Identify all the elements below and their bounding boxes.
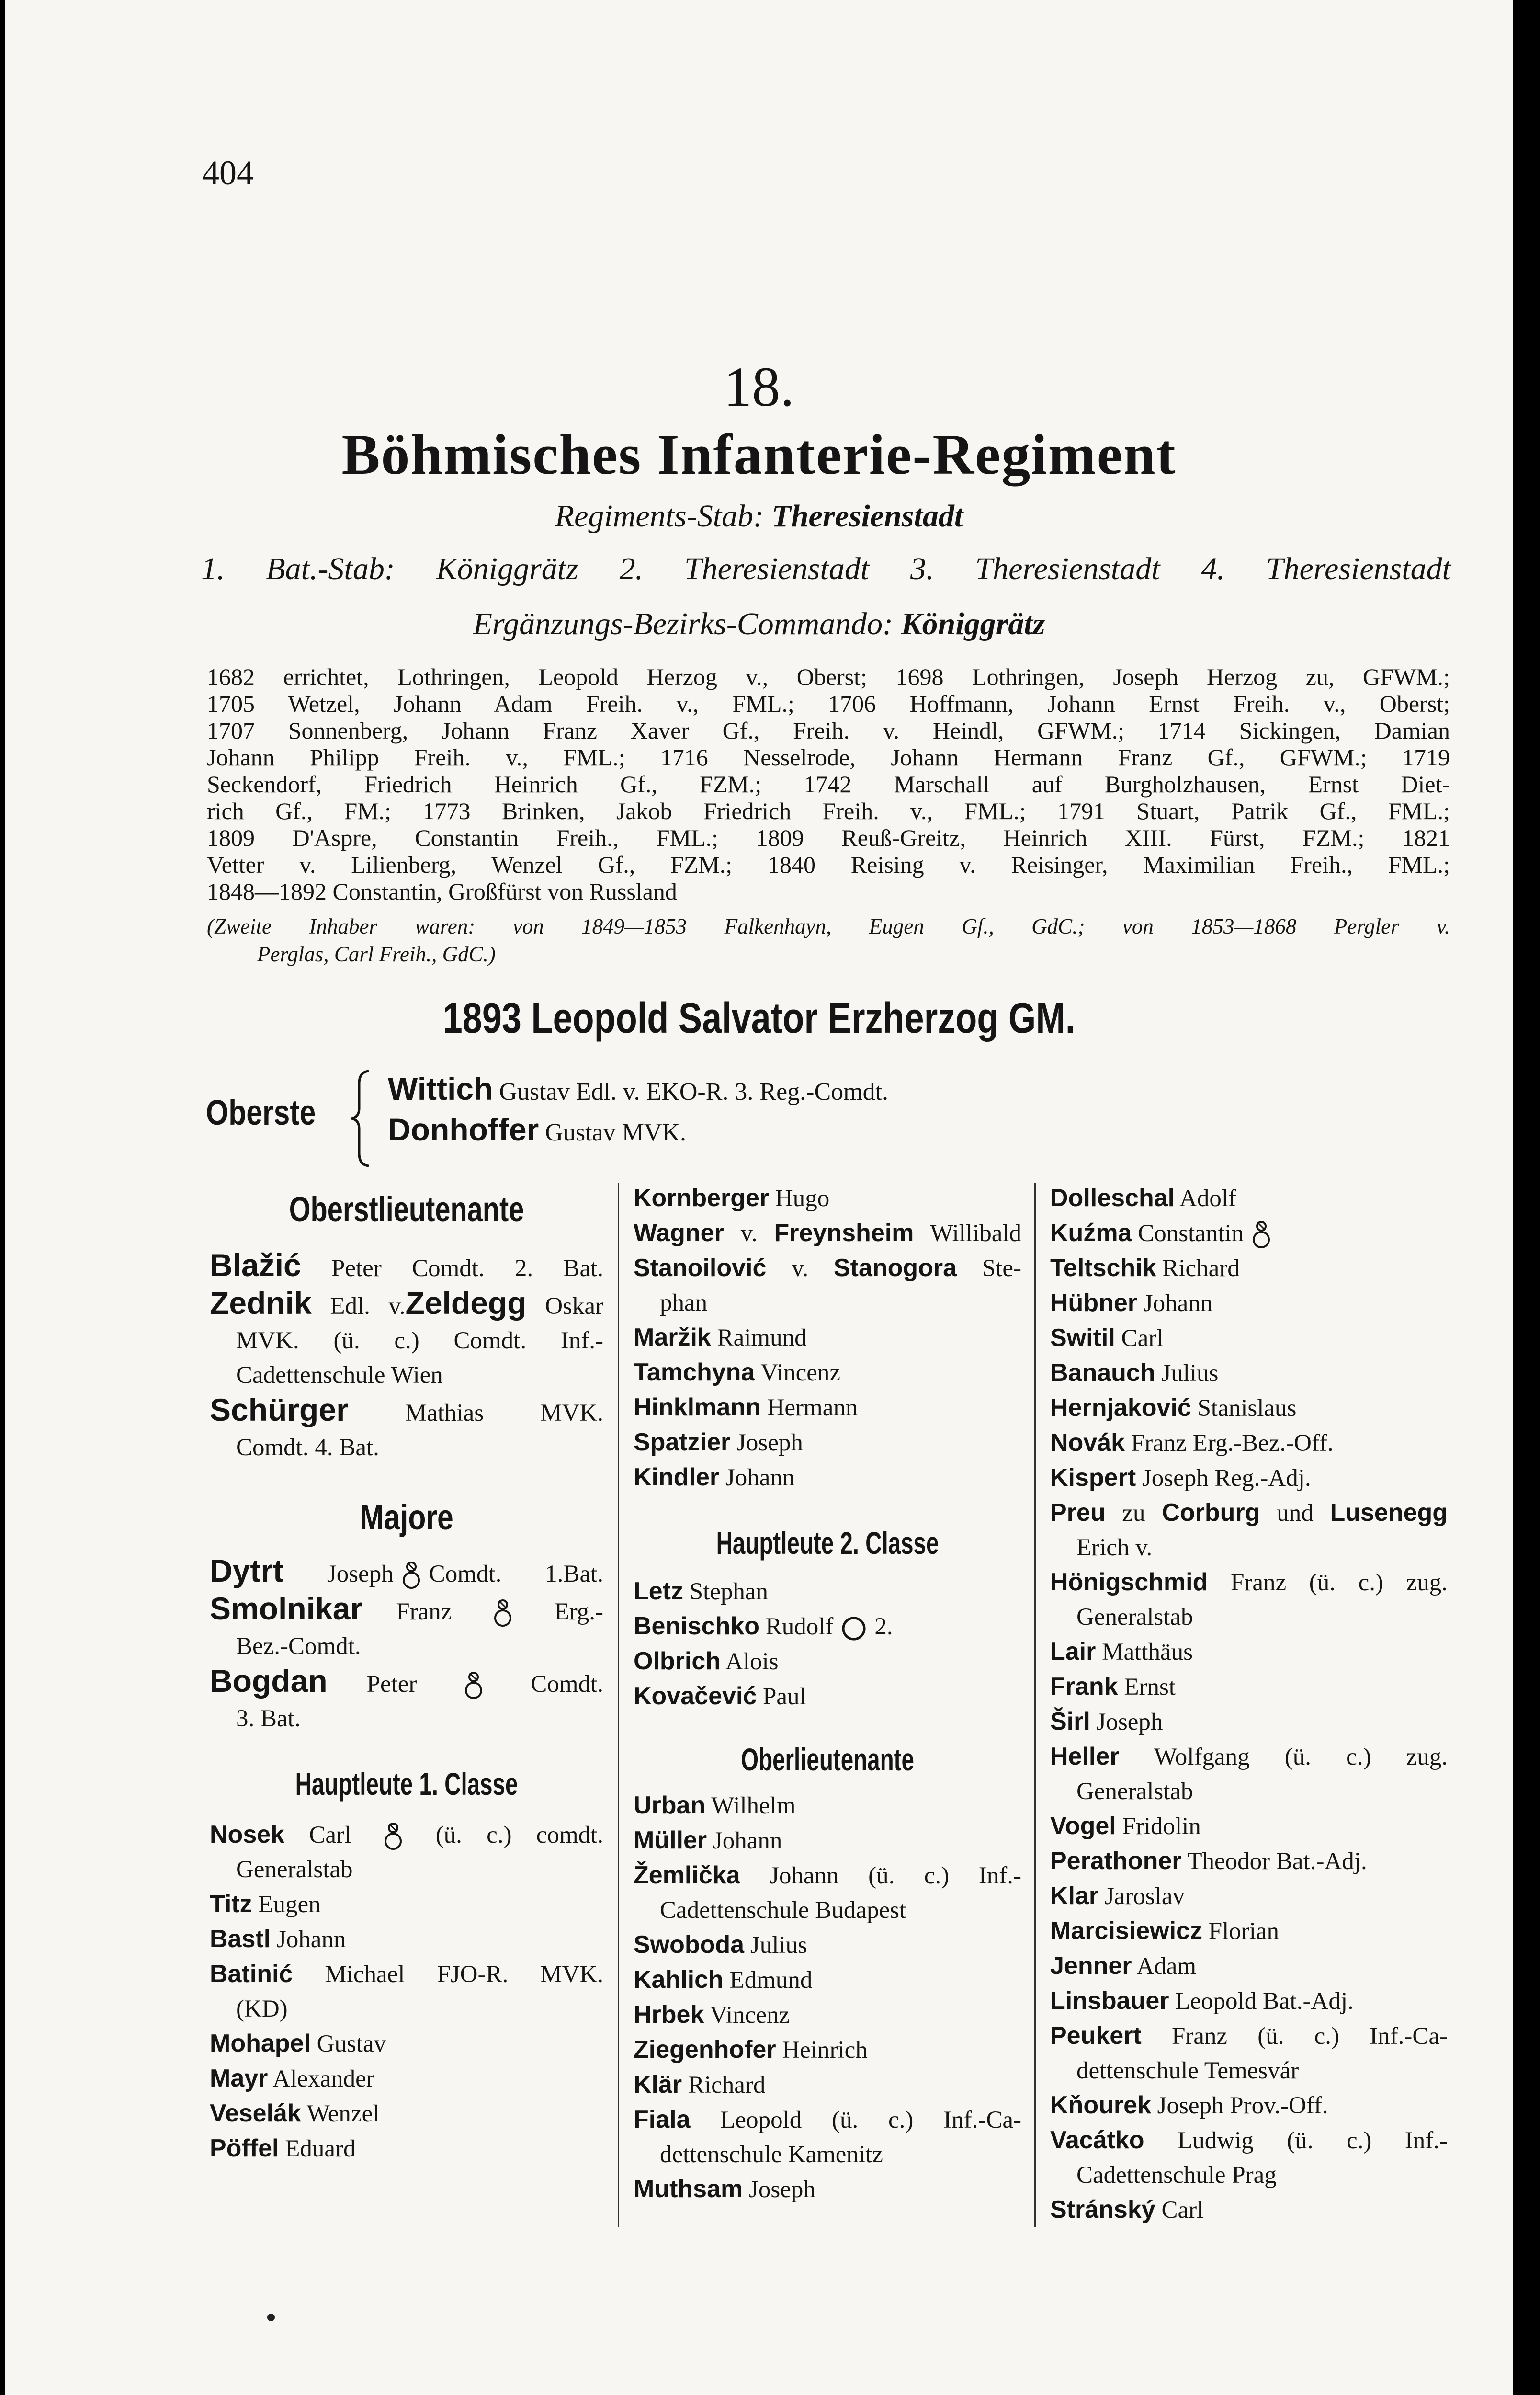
officer-name: Kornberger — [634, 1184, 770, 1212]
officer-entry — [634, 1251, 1021, 1286]
officer-name: Spatzier — [634, 1428, 731, 1456]
officer-name: Marcisiewicz — [1050, 1917, 1202, 1945]
officer-entry — [1050, 1984, 1448, 2019]
officer-entry — [634, 1320, 1021, 1355]
officer-details: Wolfgang (ü. c.) zug. — [1154, 1744, 1448, 1770]
officer-entry — [1050, 1809, 1448, 1844]
officer-name: Dytrt — [210, 1553, 284, 1588]
history-line: Seckendorf, Friedrich Heinrich Gf., FZM.; 1742 Marschall auf Burgholzhausen, Ernst Diet- — [207, 771, 1450, 798]
officer-details: Carl — [1121, 1325, 1164, 1352]
history-line: 1707 Sonnenberg, Johann Franz Xaver Gf., Freih. v. Heindl, GFWM.; 1714 Sickingen, Damian — [207, 717, 1450, 744]
officer-entry — [1050, 1216, 1448, 1251]
officer-name: Stanogora — [833, 1254, 957, 1282]
officer-name: Tamchyna — [634, 1358, 755, 1386]
officer-name: Kispert — [1050, 1464, 1136, 1492]
oberst-entry — [388, 1071, 888, 1107]
officer-details: Peter Comdt. 2. Bat. — [331, 1255, 604, 1282]
officer-name: Corburg — [1162, 1499, 1260, 1527]
officer-name: Zeldegg — [405, 1285, 527, 1321]
officer-name: Kňourek — [1050, 2091, 1151, 2119]
officer-details: zu — [1122, 1500, 1145, 1527]
oberst-name: Donhoffer — [388, 1112, 539, 1147]
officer-name: Smolnikar — [210, 1591, 363, 1626]
officer-details: (ü. c.) comdt. — [435, 1822, 604, 1848]
officer-details: Hermann — [767, 1394, 858, 1421]
history-line: 1809 D'Aspre, Constantin Freih., FML.; 1809 Reuß-Greitz, Heinrich XIII. Fürst, FZM.; 1821 — [207, 824, 1450, 851]
officer-details: Jaroslav — [1104, 1883, 1185, 1910]
oberst-name: Wittich — [388, 1071, 493, 1106]
officer-details: Mathias — [405, 1400, 484, 1426]
officer-entry — [210, 1286, 603, 1323]
officer-entry — [634, 2172, 1021, 2207]
officer-details: Wenzel — [306, 2100, 380, 2127]
history-line: 1705 Wetzel, Johann Adam Freih. v., FML.; 1706 Hoffmann, Johann Ernst Freih. v., Oberst; — [207, 690, 1450, 717]
medal-icon — [400, 1561, 422, 1591]
officer-entry — [210, 1887, 603, 1922]
officer-entry-cont: dettenschule Temesvár — [1076, 2057, 1299, 2084]
officer-name: Bogdan — [210, 1663, 328, 1699]
officer-details: Joseph — [327, 1561, 394, 1587]
officer-entry — [210, 2096, 603, 2131]
officer-name: Titz — [210, 1890, 252, 1918]
officer-entry — [210, 1392, 603, 1430]
officer-entry — [1050, 1634, 1448, 1669]
officer-details: v. — [740, 1220, 758, 1247]
officer-entry — [634, 1788, 1021, 1823]
officer-name: Klär — [634, 2071, 682, 2098]
officer-name: Kovačević — [634, 1682, 757, 1710]
officer-name: Veselák — [210, 2099, 301, 2127]
oberst-entry — [388, 1111, 686, 1148]
history-line: 1682 errichtet, Lothringen, Leopold Herzog v., Oberst; 1698 Lothringen, Joseph Herzog zu, GFWM.; — [207, 663, 1450, 690]
column-rule — [1034, 1183, 1036, 2227]
officer-entry — [634, 1927, 1021, 1962]
officer-entry — [210, 1957, 603, 1992]
officer-details: Raimund — [717, 1324, 807, 1351]
officer-entry-cont: MVK. (ü. c.) Comdt. Inf.- — [236, 1327, 603, 1354]
officer-details: Stanislaus — [1197, 1395, 1297, 1422]
officer-entry — [1050, 1181, 1448, 1216]
officer-entry-cont: Generalstab — [236, 1856, 353, 1883]
officer-entry-cont: Bez.-Comdt. — [236, 1633, 361, 1660]
officer-entry-cont: (KD) — [236, 1996, 288, 2022]
officer-entry-cont: dettenschule Kamenitz — [660, 2141, 883, 2168]
officer-name: Heller — [1050, 1743, 1120, 1770]
officer-entry — [634, 1858, 1021, 1893]
hauptleute-1-heading: Hauptleute 1. Classe — [295, 1766, 518, 1802]
officer-details: Franz (ü. c.) Inf.-Ca- — [1171, 2023, 1448, 2050]
officer-entry — [210, 2026, 603, 2061]
officer-entry — [634, 1355, 1021, 1390]
officer-details: Oskar — [545, 1293, 604, 1320]
history-line: 1848—1892 Constantin, Großfürst von Russland — [207, 878, 677, 905]
officer-name: Lair — [1050, 1638, 1096, 1665]
officer-details: Johann — [276, 1926, 346, 1953]
officer-entry — [634, 1823, 1021, 1858]
officer-entry — [634, 1609, 1021, 1644]
oberste-label: Oberste — [206, 1093, 316, 1132]
officer-details: Vincenz — [760, 1359, 841, 1386]
officer-name: Muthsam — [634, 2175, 743, 2203]
officer-entry — [634, 1425, 1021, 1460]
oberst-details: Gustav Edl. v. EKO-R. 3. Reg.-Comdt. — [499, 1078, 889, 1106]
history-line: Vetter v. Lilienberg, Wenzel Gf., FZM.; 1840 Reising v. Reisinger, Maximilian Freih., FML.; — [207, 851, 1450, 878]
officer-details — [327, 1561, 603, 1587]
officer-entry — [210, 1664, 603, 1701]
column-rule — [618, 1183, 619, 2227]
hauptleute-2-heading: Hauptleute 2. Classe — [716, 1525, 939, 1561]
officer-entry-cont: 3. Bat. — [236, 1705, 301, 1732]
officer-name: Dolleschal — [1050, 1184, 1175, 1212]
brace-icon — [349, 1069, 373, 1168]
officer-details: Joseph — [1096, 1709, 1163, 1735]
officer-details: 2. — [874, 1613, 893, 1640]
officer-entry — [1050, 2088, 1448, 2123]
officer-entry — [1050, 1286, 1448, 1321]
officer-name: Hönigschmid — [1050, 1568, 1208, 1596]
officer-details: Florian — [1208, 1918, 1280, 1945]
officer-name: Batinić — [210, 1960, 293, 1988]
second-owners-note — [207, 912, 1450, 968]
officer-name: Kahlich — [634, 1966, 724, 1994]
officer-entry — [210, 2131, 603, 2166]
officer-entry — [1050, 1495, 1448, 1530]
officer-details: Comdt. 1.Bat. — [429, 1561, 603, 1587]
officer-name: Novák — [1050, 1429, 1125, 1457]
officer-entry-cont: Erich v. — [1076, 1534, 1153, 1561]
officer-details: Adam — [1136, 1953, 1197, 1980]
officer-name: Linsbauer — [1050, 1987, 1169, 2015]
officer-name: Hrbek — [634, 2001, 704, 2029]
officer-name: Freynsheim — [774, 1219, 914, 1247]
officer-details: Richard — [1162, 1255, 1240, 1282]
officer-name: Jenner — [1050, 1952, 1132, 1980]
officer-details: Richard — [688, 2072, 766, 2098]
regiment-staff — [5, 498, 1513, 535]
officer-entry — [1050, 1565, 1448, 1600]
officer-entry-cont: Comdt. 4. Bat. — [236, 1434, 379, 1461]
officer-details: Fridolin — [1122, 1813, 1201, 1840]
officer-name: Urban — [634, 1791, 706, 1819]
officer-entry-cont: Cadettenschule Prag — [1076, 2162, 1277, 2189]
officer-name: Vogel — [1050, 1812, 1116, 1840]
officer-details: Edmund — [729, 1967, 813, 1994]
officer-details: Michael FJO-R. MVK. — [325, 1961, 603, 1988]
officer-entry — [1050, 1739, 1448, 1774]
officer-details: Alexander — [272, 2065, 374, 2092]
officer-details: Eduard — [285, 2135, 356, 2162]
officer-details: Carl — [309, 1822, 351, 1848]
officer-name: Mayr — [210, 2064, 268, 2092]
column-2 — [634, 1181, 1021, 2207]
officer-details: Joseph Reg.-Adj. — [1142, 1465, 1311, 1492]
note-line: Perglas, Carl Freih., GdC.) — [257, 942, 496, 966]
officer-details: Leopold Bat.-Adj. — [1175, 1988, 1354, 2015]
column-1 — [210, 1183, 603, 2166]
medal-icon — [1250, 1220, 1272, 1250]
officer-details: Constantin — [1138, 1220, 1244, 1247]
officer-entry — [634, 1962, 1021, 1997]
officer-name: Wagner — [634, 1219, 724, 1247]
battalion-staffs — [201, 551, 1451, 587]
officer-name: Perathoner — [1050, 1847, 1182, 1875]
officer-entry — [1050, 1426, 1448, 1460]
officer-name: Swoboda — [634, 1931, 745, 1959]
officer-name: Kuźma — [1050, 1219, 1132, 1247]
officer-name: Preu — [1050, 1499, 1106, 1527]
officer-details: Carl — [1161, 2197, 1204, 2224]
page — [5, 0, 1513, 2395]
officer-details: und — [1277, 1500, 1314, 1527]
officer-details: Franz (ü. c.) zug. — [1230, 1569, 1448, 1596]
officer-details: Theodor Bat.-Adj. — [1187, 1848, 1367, 1875]
officer-name: Switil — [1050, 1324, 1115, 1352]
oberst-details: Gustav MVK. — [545, 1119, 686, 1146]
officer-details: Ludwig (ü. c.) Inf.- — [1178, 2127, 1448, 2154]
officer-details: Peter — [366, 1671, 417, 1698]
officer-name: Vacátko — [1050, 2126, 1144, 2154]
officer-entry — [1050, 1460, 1448, 1495]
ergaenzungs-commando — [5, 606, 1513, 642]
officer-entry — [1050, 1391, 1448, 1426]
officer-name: Banauch — [1050, 1359, 1155, 1387]
officer-entry — [210, 2061, 603, 2096]
oberstlieutenante-heading: Oberstlieutenante — [289, 1189, 524, 1229]
column-3 — [1050, 1181, 1448, 2227]
officer-details: Erg.- — [554, 1598, 604, 1625]
officer-entry — [1050, 1356, 1448, 1391]
officer-details: Stephan — [689, 1578, 769, 1605]
officer-details: Rudolf — [765, 1613, 834, 1640]
officer-name: Stanoilović — [634, 1254, 767, 1282]
officer-entry — [1050, 1669, 1448, 1704]
medal-icon — [382, 1822, 404, 1852]
battalion-3: 3. Theresienstadt — [910, 551, 1160, 586]
officer-entry — [634, 1390, 1021, 1425]
officer-entry — [210, 1553, 603, 1591]
officer-entry — [634, 1216, 1021, 1251]
officer-details: Alois — [725, 1648, 779, 1675]
officer-entry — [210, 1591, 603, 1629]
erg-prefix: Ergänzungs-Bezirks-Commando: — [473, 606, 894, 641]
officer-details: Comdt. — [531, 1671, 603, 1698]
officer-entry — [1050, 2019, 1448, 2053]
officer-details: Franz — [396, 1598, 452, 1625]
officer-entry — [634, 1181, 1021, 1216]
officer-name: Peukert — [1050, 2022, 1142, 2050]
officer-entry — [634, 2067, 1021, 2102]
officer-details: Edl. v. — [330, 1293, 406, 1320]
officer-details: Julius — [1161, 1360, 1219, 1387]
officer-entry — [634, 1460, 1021, 1495]
officer-name: Žemlička — [634, 1861, 740, 1889]
battalion-2: 2. Theresienstadt — [619, 551, 870, 586]
officer-name: Pöffel — [210, 2134, 279, 2162]
officer-details: Adolf — [1179, 1185, 1237, 1212]
officer-name: Teltschik — [1050, 1254, 1156, 1282]
regiment-history — [207, 663, 1450, 905]
officer-details: Franz Erg.-Bez.-Off. — [1131, 1430, 1334, 1457]
officer-entry — [634, 2032, 1021, 2067]
officer-name: Blažić — [210, 1247, 301, 1283]
officer-name: Hernjaković — [1050, 1394, 1191, 1422]
officer-details: Joseph Prov.-Off. — [1157, 2092, 1328, 2119]
officer-details: Heinrich — [782, 2037, 868, 2064]
officer-name: Maržik — [634, 1323, 711, 1351]
officer-entry — [1050, 1879, 1448, 1914]
note-line: (Zweite Inhaber waren: von 1849—1853 Falkenhayn, Eugen Gf., GdC.; von 1853—1868 Pergler v. — [207, 914, 1450, 938]
officer-entry — [210, 1817, 603, 1852]
officer-name: Zednik — [210, 1285, 312, 1321]
officer-details: Johann (ü. c.) Inf.- — [770, 1862, 1021, 1889]
medal-icon — [463, 1671, 485, 1701]
officer-details: Julius — [750, 1932, 807, 1959]
officer-details: Ernst — [1124, 1674, 1176, 1700]
officer-details: Joseph — [749, 2176, 815, 2203]
officer-name: Bastl — [210, 1925, 271, 1953]
officer-entry — [1050, 1844, 1448, 1879]
officer-details: Matthäus — [1102, 1639, 1193, 1665]
regiment-number: 18. — [724, 355, 794, 418]
officer-entry-cont: phan — [660, 1289, 708, 1316]
regiment-inhaber: 1893 Leopold Salvator Erzherzog GM. — [442, 994, 1076, 1042]
officer-entry — [634, 1679, 1021, 1714]
officer-name: Schürger — [210, 1392, 349, 1427]
officer-name: Letz — [634, 1577, 683, 1605]
officer-entry-cont: Generalstab — [1076, 1604, 1193, 1631]
ink-dot — [267, 2314, 275, 2321]
officer-entry — [1050, 1949, 1448, 1984]
officer-entry-cont: Generalstab — [1076, 1778, 1193, 1805]
officer-entry — [210, 1922, 603, 1957]
officer-name: Nosek — [210, 1821, 285, 1848]
officer-entry — [210, 1248, 603, 1286]
erg-place: Königgrätz — [901, 606, 1045, 641]
officer-details: Joseph — [736, 1429, 803, 1456]
officer-name: Širl — [1050, 1708, 1090, 1735]
regiment-title: Böhmisches Infanterie-Regiment — [341, 422, 1177, 486]
officer-details: Hugo — [775, 1185, 830, 1212]
officer-details: Leopold (ü. c.) Inf.-Ca- — [720, 2107, 1021, 2133]
oberlieutenante-heading: Oberlieutenante — [741, 1742, 914, 1777]
officer-name: Olbrich — [634, 1647, 721, 1675]
ring-medal-icon — [841, 1616, 867, 1642]
staff-place: Theresienstadt — [771, 499, 963, 534]
battalion-4: 4. Theresienstadt — [1201, 551, 1451, 586]
officer-details: Paul — [763, 1683, 806, 1710]
officer-details: v. — [792, 1255, 809, 1282]
officer-name: Ziegenhofer — [634, 2036, 776, 2064]
officer-details: Johann — [713, 1827, 782, 1854]
officer-name: Kindler — [634, 1463, 720, 1491]
medal-icon — [492, 1599, 514, 1629]
officer-details: Johann — [725, 1464, 795, 1491]
officer-name: Lusenegg — [1330, 1499, 1448, 1527]
officer-details: Gustav — [317, 2030, 386, 2057]
officer-name: Fiala — [634, 2106, 691, 2133]
officer-name: Mohapel — [210, 2030, 311, 2057]
staff-prefix: Regiments-Stab: — [555, 499, 764, 534]
battalion-1: 1. Bat.-Stab: Königgrätz — [201, 551, 578, 586]
page-number: 404 — [202, 154, 254, 192]
history-line: Johann Philipp Freih. v., FML.; 1716 Nesselrode, Johann Hermann Franz Gf., GFWM.; 1719 — [207, 744, 1450, 771]
officer-entry — [1050, 1914, 1448, 1949]
officer-entry — [1050, 1251, 1448, 1286]
officer-entry — [634, 1644, 1021, 1679]
officer-entry — [1050, 2123, 1448, 2158]
officer-details: Johann — [1143, 1290, 1213, 1317]
officer-name: Müller — [634, 1826, 707, 1854]
officer-entry — [1050, 1704, 1448, 1739]
officer-entry-cont: Cadettenschule Wien — [236, 1362, 443, 1389]
officer-entry — [634, 2102, 1021, 2137]
officer-name: Klar — [1050, 1882, 1099, 1910]
majore-heading: Majore — [360, 1497, 453, 1537]
officer-details: Ste- — [982, 1255, 1021, 1282]
officer-name: Benischko — [634, 1612, 759, 1640]
officer-details: Wilhelm — [711, 1792, 796, 1819]
officer-name: Frank — [1050, 1673, 1118, 1700]
history-line: rich Gf., FM.; 1773 Brinken, Jakob Friedrich Freih. v., FML.; 1791 Stuart, Patrik Gf., FML.; — [207, 798, 1450, 824]
officer-details: Vincenz — [710, 2002, 790, 2029]
officer-name: Stránský — [1050, 2196, 1155, 2224]
officer-entry — [1050, 2192, 1448, 2227]
officer-entry — [1050, 1321, 1448, 1356]
officer-entry-cont: Cadettenschule Budapest — [660, 1897, 906, 1924]
officer-name: Hübner — [1050, 1289, 1137, 1317]
officer-entry — [634, 1574, 1021, 1609]
officer-details: MVK. — [540, 1400, 604, 1426]
officer-details: Eugen — [258, 1891, 321, 1918]
officer-details: Willibald — [930, 1220, 1021, 1247]
officer-name: Hinklmann — [634, 1393, 761, 1421]
officer-entry — [634, 1997, 1021, 2032]
